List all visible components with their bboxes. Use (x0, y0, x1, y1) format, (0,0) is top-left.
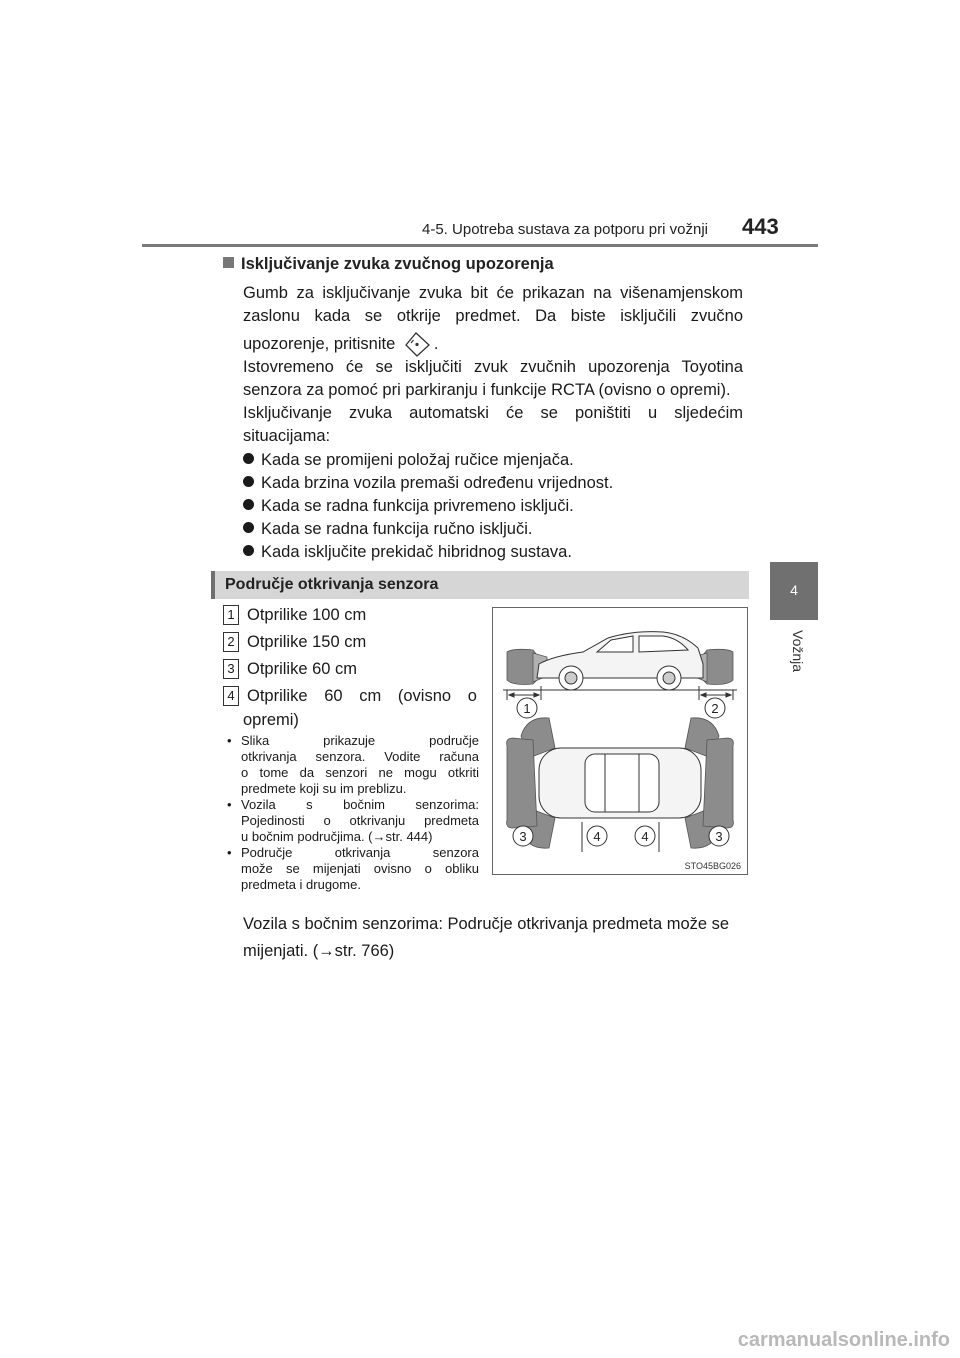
callout-label: 1 (523, 701, 531, 716)
section-bar-detection-range: Područje otkrivanja senzora (211, 571, 749, 599)
car-side-view (537, 632, 703, 690)
list-item: 3 Otprilike 60 cm (223, 657, 357, 681)
round-bullet-icon (243, 522, 254, 533)
round-bullet-icon (243, 453, 254, 464)
note-item: • Slika prikazuje područje otkrivanja senzora. Vodite računa o tome da senzori ne mogu otkriti predmete koji su im preblizu. (227, 733, 479, 796)
callout-label: 3 (519, 829, 527, 844)
list-item: 1 Otprilike 100 cm (223, 603, 366, 627)
front-center-zone (507, 738, 537, 828)
figure-code: STO45BG026 (684, 861, 741, 871)
paragraph-line: Gumb za isključivanje zvuka bit će prikazan na višenamjenskom (243, 284, 743, 302)
round-bullet-icon (243, 545, 254, 556)
paragraph-line: situacijama: (243, 427, 331, 445)
car-sensor-diagram (493, 608, 747, 874)
rear-center-zone (703, 738, 733, 828)
car-top-view (539, 748, 701, 818)
callout-label: 2 (711, 701, 719, 716)
chapter-label: Vožnja (790, 630, 806, 673)
site-watermark: carmanualsonline.info (737, 1329, 950, 1351)
page-header-title: 4-5. Upotreba sustava za potporu pri vožnji (422, 221, 708, 238)
callout-number: 3 (223, 659, 239, 679)
paragraph-line: zaslonu kada se otkrije predmet. Da biste isključili zvučno (243, 307, 743, 325)
round-bullet-icon (243, 476, 254, 487)
list-item: Kada se radna funkcija ručno isključi. (243, 518, 532, 540)
callout-number: 1 (223, 605, 239, 625)
paragraph-line: Isključivanje zvuka automatski će se poništiti u sljedećim (243, 404, 743, 422)
list-item: 2 Otprilike 150 cm (223, 630, 366, 654)
sensor-range-figure (492, 607, 748, 875)
square-bullet-icon (223, 257, 234, 268)
callout-label: 3 (715, 829, 723, 844)
callout-label: 4 (593, 829, 601, 844)
list-item: Kada brzina vozila premaši određenu vrijednost. (243, 472, 613, 494)
list-item: Kada isključite prekidač hibridnog sustava. (243, 541, 572, 563)
paragraph-line: senzora za pomoć pri parkiranju i funkcije RCTA (ovisno o opremi). (243, 381, 731, 399)
note-item: • Vozila s bočnim senzorima: Pojedinosti o otkrivanju predmeta u bočnim područjima. (→str. 444) (227, 797, 479, 844)
list-item: Kada se radna funkcija privremeno isključi. (243, 495, 574, 517)
list-item: Kada se promijeni položaj ručice mjenjača. (243, 449, 574, 471)
callout-label: 4 (641, 829, 649, 844)
paragraph-line: Istovremeno će se isključiti zvuk zvučnih upozorenja Toyotina (243, 358, 743, 376)
final-paragraph: Vozila s bočnim senzorima: Područje otkrivanja predmeta može se mijenjati. (→str. 766) (243, 915, 730, 960)
callout-number: 4 (223, 686, 239, 706)
page-number: 443 (742, 214, 779, 239)
round-bullet-icon (243, 499, 254, 510)
list-item: 4 Otprilike 60 cm (ovisno o opremi) (223, 684, 477, 732)
paragraph-line: upozorenje, pritisnite . (243, 329, 743, 368)
chapter-number: 4 (790, 582, 798, 598)
section-heading-mute: Isključivanje zvuka zvučnog upozorenja (223, 255, 554, 274)
note-item: • Područje otkrivanja senzora može se mijenjati ovisno o obliku predmeta i drugome. (227, 845, 479, 892)
callout-number: 2 (223, 632, 239, 652)
chapter-tab (770, 562, 818, 620)
header-divider (142, 244, 818, 247)
